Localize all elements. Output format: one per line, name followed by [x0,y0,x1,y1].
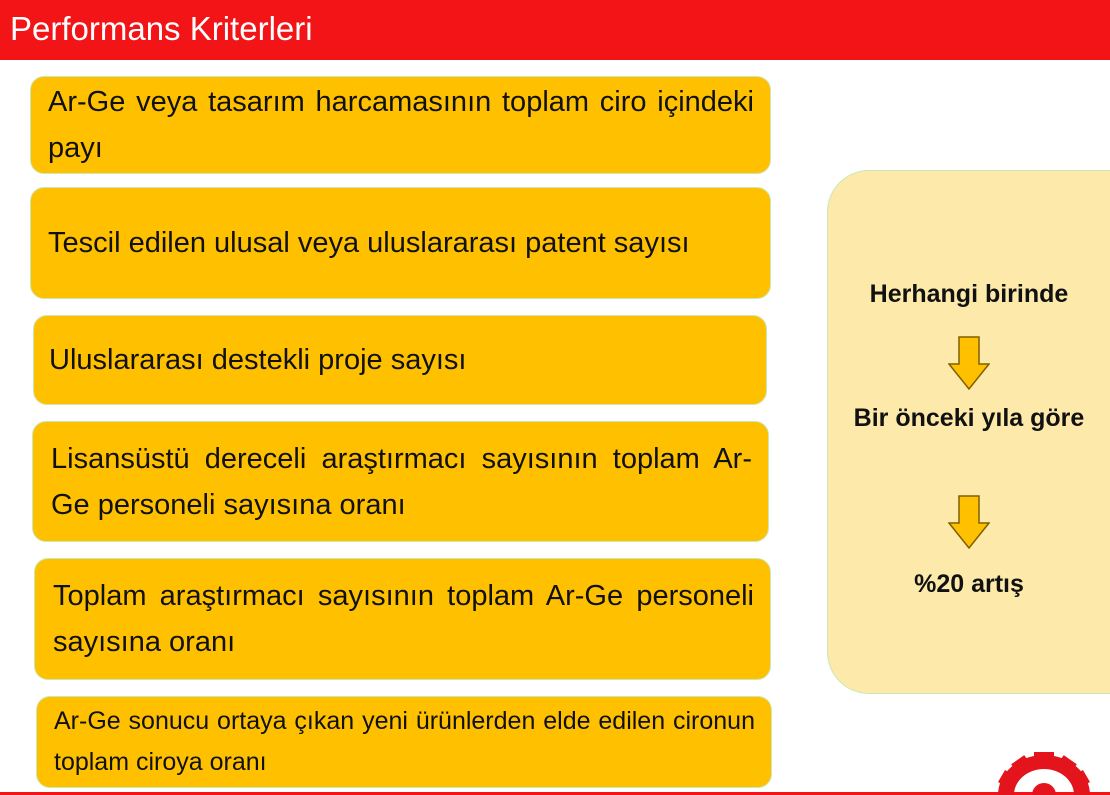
condition-line-2: Bir önceki yıla göre [853,404,1085,432]
criterion-text: Tescil edilen ulusal veya uluslararası patent sayısı [48,227,690,259]
criterion-box-2 [30,187,771,299]
criterion-box-6 [36,696,772,788]
criterion-text: Ar-Ge sonucu ortaya çıkan yeni ürünlerden elde edilen cironun toplam ciroya oranı [54,707,755,776]
criterion-box-3 [33,315,767,405]
header-bar [0,0,1110,60]
criterion-text: Toplam araştırmacı sayısının toplam Ar-Ge personeli sayısına oranı [53,580,754,658]
criterion-text: Lisansüstü dereceli araştırmacı sayısının toplam Ar-Ge personeli sayısına oranı [51,442,752,521]
gear-logo-icon [990,752,1100,795]
condition-line-1: Herhangi birinde [869,280,1069,308]
criterion-text: Ar-Ge veya tasarım harcamasının toplam ciro içindeki payı [48,86,754,164]
criterion-box-5 [34,558,771,680]
criterion-text: Uluslararası destekli proje sayısı [49,344,467,376]
criterion-box-4 [32,421,769,542]
condition-line-3: %20 artış [914,570,1024,598]
page-title: Performans Kriterleri [10,10,313,47]
criterion-box-1 [30,76,771,174]
down-arrow-icon [948,495,990,549]
down-arrow-icon [948,336,990,390]
